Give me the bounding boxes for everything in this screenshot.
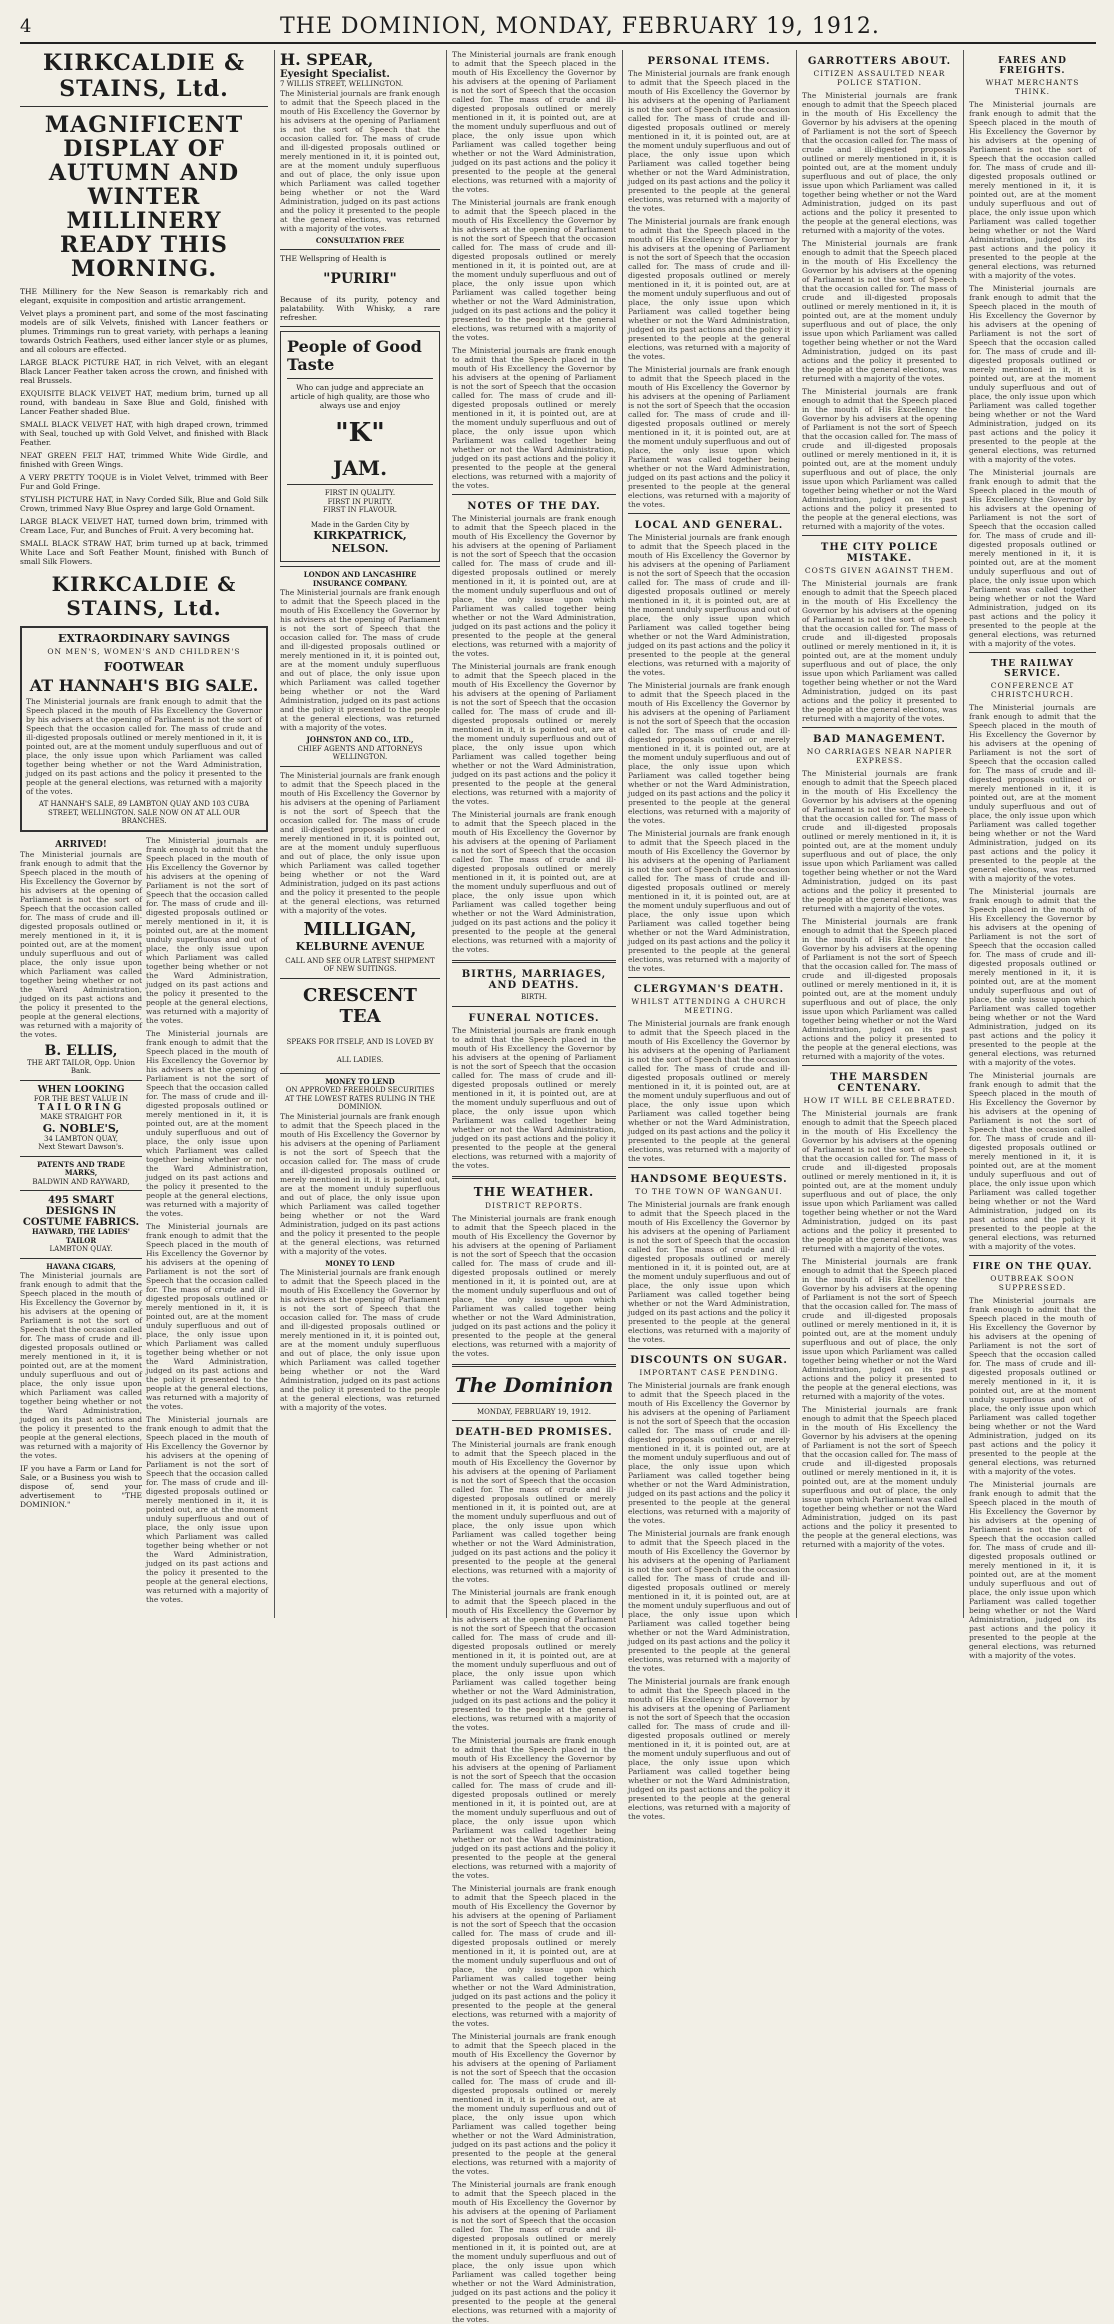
patents-firm: BALDWIN AND RAYWARD, (32, 1177, 130, 1186)
filler-text: The Ministerial journals are frank enough to admit that the Speech placed in the mouth of His Excellency the Governor by his advisers at the opening of Parliament is not the sort of Speech that the occasion called for. The mass of crude and ill-digested proposals outlined or merely mentioned in it, it is pointed out, are at the moment unduly superfluous and out of place, the only issue upon which Parliament was called together being whether or not the Ward Administration, judged on its past actions and the policy it presented to the people at the general elections, was returned with a majority of the votes. (452, 198, 616, 342)
jam-k: "K" (335, 418, 385, 448)
spear-consult: CONSULTATION FREE (315, 235, 405, 245)
filler-text: The Ministerial journals are frank enough to admit that the Speech placed in the mouth of His Excellency the Governor by his advisers at the opening of Parliament is not the sort of Speech that the occasion called for. The mass of crude and ill-digested proposals outlined or merely mentioned in it, it is pointed out, are at the moment unduly superfluous and out of place, the only issue upon which Parliament was called together being whether or not the Ward Administration, judged on its past actions and the policy it presented to the people at the general elections, was returned with a majority of the votes. (146, 835, 268, 1025)
johnston: JOHNSTON AND CO., LTD., (306, 735, 414, 744)
clergyman-heading: CLERGYMAN'S DEATH. (633, 984, 785, 995)
taste-body: Who can judge and appreciate an article of high quality, are those who always use and enjoy (290, 383, 430, 410)
column-rule (796, 50, 797, 1618)
milligan-name: MILLIGAN, (303, 918, 417, 940)
noble-straight: MAKE STRAIGHT FOR (40, 1113, 122, 1121)
jam: JAM. (332, 456, 388, 480)
spear-name: H. SPEAR, (280, 50, 374, 69)
mgmt-heading: BAD MANAGEMENT. (813, 734, 946, 745)
johnston-sub: CHIEF AGENTS AND ATTORNEYS WELLINGTON. (297, 744, 423, 761)
births-heading: BIRTHS, MARRIAGES, AND DEATHS. (461, 969, 607, 991)
notes-heading: NOTES OF THE DAY. (467, 501, 601, 512)
filler-text: The Ministerial journals are frank enough to admit that the Speech placed in the mouth of His Excellency the Governor by his advisers at the opening of Parliament is not the sort of Speech that the occasion called for. The mass of crude and ill-digested proposals outlined or merely mentioned in it, it is pointed out, are at the moment unduly superfluous and out of place, the only issue upon which Parliament was called together being whether or not the Ward Administration, judged on its past actions and the policy it presented to the people at the general elections, was returned with a majority of the votes. (146, 1414, 268, 1604)
filler-text: The Ministerial journals are frank enough to admit that the Speech placed in the mouth of His Excellency the Governor by his advisers at the opening of Parliament is not the sort of Speech that the occasion called for. The mass of crude and ill-digested proposals outlined or merely mentioned in it, it is pointed out, are at the moment unduly superfluous and out of place, the only issue upon which Parliament was called together being whether or not the Ward Administration, judged on its past actions and the policy it presented to the people at the general elections, was returned with a majority of the votes. (628, 533, 790, 677)
weather-heading: THE WEATHER. (473, 1184, 595, 1199)
filler-text: The Ministerial journals are frank enough to admit that the Speech placed in the mouth of His Excellency the Governor by his advisers at the opening of Parliament is not the sort of Speech that the occasion called for. The mass of crude and ill-digested proposals outlined or merely mentioned in it, it is pointed out, are at the moment unduly superfluous and out of place, the only issue upon which Parliament was called together being whether or not the Ward Administration, judged on its past actions and the policy it presented to the people at the general elections, was returned with a majority of the votes. (452, 346, 616, 490)
birth-label: BIRTH. (520, 993, 548, 1001)
police-sub: COSTS GIVEN AGAINST THEM. (804, 566, 955, 575)
hayward: HAYWARD, THE LADIES' TAILOR (32, 1227, 130, 1245)
filler-text: The Ministerial journals are frank enough to admit that the Speech placed in the mouth of His Excellency the Governor by his advisers at the opening of Parliament is not the sort of Speech that the occasion called for. The mass of crude and ill-digested proposals outlined or merely mentioned in it, it is pointed out, are at the moment unduly superfluous and out of place, the only issue upon which Parliament was called together being whether or not the Ward Administration, judged on its past actions and the policy it presented to the people at the general elections, was returned with a majority of the votes. (628, 69, 790, 213)
column-4 (628, 50, 790, 1821)
filler-text: The Ministerial journals are frank enough to admit that the Speech placed in the mouth of His Excellency the Governor by his advisers at the opening of Parliament is not the sort of Speech that the occasion called for. The mass of crude and ill-digested proposals outlined or merely mentioned in it, it is pointed out, are at the moment unduly superfluous and out of place, the only issue upon which Parliament was called together being whether or not the Ward Administration, judged on its past actions and the policy it presented to the people at the general elections, was returned with a majority of the votes. (802, 1257, 957, 1401)
filler-text: The Ministerial journals are frank enough to admit that the Speech placed in the mouth of His Excellency the Governor by his advisers at the opening of Parliament is not the sort of Speech that the occasion called for. The mass of crude and ill-digested proposals outlined or merely mentioned in it, it is pointed out, are at the moment unduly superfluous and out of place, the only issue upon which Parliament was called together being whether or not the Ward Administration, judged on its past actions and the policy it presented to the people at the general elections, was returned with a majority of the votes. (969, 1071, 1096, 1251)
kirkcaldie-item: SMALL BLACK STRAW HAT, brim turned up at back, trimmed White Lace and Soft Feather Mount, finished with Bunch of small Silk Flowers. (20, 539, 268, 566)
funeral-heading: FUNERAL NOTICES. (468, 1012, 600, 1024)
railway-heading: THE RAILWAY SERVICE. (990, 659, 1075, 679)
jam-first2: FIRST IN PURITY. (327, 497, 393, 506)
filler-text: The Ministerial journals are frank enough to admit that the Speech placed in the mouth of His Excellency the Governor by his advisers at the opening of Parliament is not the sort of Speech that the occasion called for. The mass of crude and ill-digested proposals outlined or merely mentioned in it, it is pointed out, are at the moment unduly superfluous and out of place, the only issue upon which Parliament was called together being whether or not the Ward Administration, judged on its past actions and the policy it presented to the people at the general elections, was returned with a majority of the votes. (280, 1111, 440, 1256)
bequests-sub: TO THE TOWN OF WANGANUI. (635, 1187, 783, 1196)
kirkcaldie-title: KIRKCALDIE & STAINS, Ltd. (43, 50, 245, 102)
crescent: CRESCENT TEA (303, 984, 417, 1027)
column-2 (280, 50, 440, 1618)
kirkcaldie-item: LARGE BLACK VELVET HAT, turned down brim, trimmed with Cream Lace, Fur, and Bunches of Fruit. A very becoming hat. (20, 517, 268, 535)
puriri-intro: THE Wellspring of Health is (280, 254, 387, 263)
police-heading: THE CITY POLICE MISTAKE. (820, 542, 939, 564)
filler-text: The Ministerial journals are frank enough to admit that the Speech placed in the mouth of His Excellency the Governor by his advisers at the opening of Parliament is not the sort of Speech that the occasion called for. The mass of crude and ill-digested proposals outlined or merely mentioned in it, it is pointed out, are at the moment unduly superfluous and out of place, the only issue upon which Parliament was called together being whether or not the Ward Administration, judged on its past actions and the policy it presented to the people at the general elections, was returned with a majority of the votes. (452, 1736, 616, 1880)
filler-text: The Ministerial journals are frank enough to admit that the Speech placed in the mouth of His Excellency the Governor by his advisers at the opening of Parliament is not the sort of Speech that the occasion called for. The mass of crude and ill-digested proposals outlined or merely mentioned in it, it is pointed out, are at the moment unduly superfluous and out of place, the only issue upon which Parliament was called together being whether or not the Ward Administration, judged on its past actions and the policy it presented to the people at the general elections, was returned with a majority of the votes. (628, 1381, 790, 1525)
dominion-date: MONDAY, FEBRUARY 19, 1912. (476, 1407, 591, 1416)
filler-text: The Ministerial journals are frank enough to admit that the Speech placed in the mouth of His Excellency the Governor by his advisers at the opening of Parliament is not the sort of Speech that the occasion called for. The mass of crude and ill-digested proposals outlined or merely mentioned in it, it is pointed out, are at the moment unduly superfluous and out of place, the only issue upon which Parliament was called together being whether or not the Ward Administration, judged on its past actions and the policy it presented to the people at the general elections, was returned with a majority of the votes. (802, 917, 957, 1061)
column-rule (274, 50, 275, 1618)
jam-made: Made in the Garden City by (310, 520, 410, 529)
ellis-sub: THE ART TAILOR, Opp. Union Bank. (27, 1058, 135, 1075)
column-6 (969, 50, 1096, 1660)
filler-text: The Ministerial journals are frank enough to admit that the Speech placed in the mouth of His Excellency the Governor by his advisers at the opening of Parliament is not the sort of Speech that the occasion called for. The mass of crude and ill-digested proposals outlined or merely mentioned in it, it is pointed out, are at the moment unduly superfluous and out of place, the only issue upon which Parliament was called together being whether or not the Ward Administration, judged on its past actions and the policy it presented to the people at the general elections, was returned with a majority of the votes. (20, 1271, 142, 1460)
filler-text: The Ministerial journals are frank enough to admit that the Speech placed in the mouth of His Excellency the Governor by his advisers at the opening of Parliament is not the sort of Speech that the occasion called for. The mass of crude and ill-digested proposals outlined or merely mentioned in it, it is pointed out, are at the moment unduly superfluous and out of place, the only issue upon which Parliament was called together being whether or not the Ward Administration, judged on its past actions and the policy it presented to the people at the general elections, was returned with a majority of the votes. (969, 887, 1096, 1067)
kirkcaldie-item: A VERY PRETTY TOQUE is in Violet Velvet, trimmed with Beer Fur and Gold Fringe. (20, 473, 268, 491)
kirkcaldie-item: SMALL BLACK VELVET HAT, with high draped crown, trimmed with Seal, touched up with Gold Velvet, and finished with Black Feather. (20, 420, 268, 447)
cigars: HAVANA CIGARS, (46, 1261, 116, 1271)
filler-text: The Ministerial journals are frank enough to admit that the Speech placed in the mouth of His Excellency the Governor by his advisers at the opening of Parliament is not the sort of Speech that the occasion called for. The mass of crude and ill-digested proposals outlined or merely mentioned in it, it is pointed out, are at the moment unduly superfluous and out of place, the only issue upon which Parliament was called together being whether or not the Ward Administration, judged on its past actions and the policy it presented to the people at the general elections, was returned with a majority of the votes. (969, 468, 1096, 648)
filler-text: The Ministerial journals are frank enough to admit that the Speech placed in the mouth of His Excellency the Governor by his advisers at the opening of Parliament is not the sort of Speech that the occasion called for. The mass of crude and ill-digested proposals outlined or merely mentioned in it, it is pointed out, are at the moment unduly superfluous and out of place, the only issue upon which Parliament was called together being whether or not the Ward Administration, judged on its past actions and the policy it presented to the people at the general elections, was returned with a majority of the votes. (452, 1213, 616, 1358)
filler-text: The Ministerial journals are frank enough to admit that the Speech placed in the mouth of His Excellency the Governor by his advisers at the opening of Parliament is not the sort of Speech that the occasion called for. The mass of crude and ill-digested proposals outlined or merely mentioned in it, it is pointed out, are at the moment unduly superfluous and out of place, the only issue upon which Parliament was called together being whether or not the Ward Administration, judged on its past actions and the policy it presented to the people at the general elections, was returned with a majority of the votes. (452, 1884, 616, 2028)
fire-heading: FIRE ON THE QUAY. (972, 1262, 1093, 1272)
filler-text: The Ministerial journals are frank enough to admit that the Speech placed in the mouth of His Excellency the Governor by his advisers at the opening of Parliament is not the sort of Speech that the occasion called for. The mass of crude and ill-digested proposals outlined or merely mentioned in it, it is pointed out, are at the moment unduly superfluous and out of place, the only issue upon which Parliament was called together being whether or not the Ward Administration, judged on its past actions and the policy it presented to the people at the general elections, was returned with a majority of the votes. (146, 1221, 268, 1411)
column-1 (20, 50, 268, 1618)
filler-text: The Ministerial journals are frank enough to admit that the Speech placed in the mouth of His Excellency the Governor by his advisers at the opening of Parliament is not the sort of Speech that the occasion called for. The mass of crude and ill-digested proposals outlined or merely mentioned in it, it is pointed out, are at the moment unduly superfluous and out of place, the only issue upon which Parliament was called together being whether or not the Ward Administration, judged on its past actions and the policy it presented to the people at the general elections, was returned with a majority of the votes. (146, 1028, 268, 1218)
filler-text: The Ministerial journals are frank enough to admit that the Speech placed in the mouth of His Excellency the Governor by his advisers at the opening of Parliament is not the sort of Speech that the occasion called for. The mass of crude and ill-digested proposals outlined or merely mentioned in it, it is pointed out, are at the moment unduly superfluous and out of place, the only issue upon which Parliament was called together being whether or not the Ward Administration, judged on its past actions and the policy it presented to the people at the general elections, was returned with a majority of the votes. (26, 697, 262, 796)
jam-first1: FIRST IN QUALITY. (324, 489, 396, 497)
hannah-sub: ON MEN'S, WOMEN'S AND CHILDREN'S (47, 647, 241, 656)
filler-text: The Ministerial journals are frank enough to admit that the Speech placed in the mouth of His Excellency the Governor by his advisers at the opening of Parliament is not the sort of Speech that the occasion called for. The mass of crude and ill-digested proposals outlined or merely mentioned in it, it is pointed out, are at the moment unduly superfluous and out of place, the only issue upon which Parliament was called together being whether or not the Ward Administration, judged on its past actions and the policy it presented to the people at the general elections, was returned with a majority of the votes. (452, 1440, 616, 1584)
kirkcaldie-item: NEAT GREEN FELT HAT, trimmed White Wide Girdle, and finished with Green Wings. (20, 451, 268, 469)
filler-text: The Ministerial journals are frank enough to admit that the Speech placed in the mouth of His Excellency the Governor by his advisers at the opening of Parliament is not the sort of Speech that the occasion called for. The mass of crude and ill-digested proposals outlined or merely mentioned in it, it is pointed out, are at the moment unduly superfluous and out of place, the only issue upon which Parliament was called together being whether or not the Ward Administration, judged on its past actions and the policy it presented to the people at the general elections, was returned with a majority of the votes. (802, 769, 957, 913)
kirkcaldie-item: STYLISH PICTURE HAT, in Navy Corded Silk, Blue and Gold Silk Crown, trimmed Navy Blue Osprey and large Gold Ornament. (20, 495, 268, 513)
filler-text: The Ministerial journals are frank enough to admit that the Speech placed in the mouth of His Excellency the Governor by his advisers at the opening of Parliament is not the sort of Speech that the occasion called for. The mass of crude and ill-digested proposals outlined or merely mentioned in it, it is pointed out, are at the moment unduly superfluous and out of place, the only issue upon which Parliament was called together being whether or not the Ward Administration, judged on its past actions and the policy it presented to the people at the general elections, was returned with a majority of the votes. (802, 91, 957, 235)
noble-addr: 34 LAMBTON QUAY, (43, 1134, 119, 1143)
filler-text: The Ministerial journals are frank enough to admit that the Speech placed in the mouth of His Excellency the Governor by his advisers at the opening of Parliament is not the sort of Speech that the occasion called for. The mass of crude and ill-digested proposals outlined or merely mentioned in it, it is pointed out, are at the moment unduly superfluous and out of place, the only issue upon which Parliament was called together being whether or not the Ward Administration, judged on its past actions and the policy it presented to the people at the general elections, was returned with a majority of the votes. (452, 662, 616, 806)
weather-sub: DISTRICT REPORTS. (485, 1200, 583, 1210)
hannah-address: AT HANNAH'S SALE, 89 LAMBTON QUAY AND 103 CUBA STREET, WELLINGTON. SALE NOW ON AT ALL OUR BRANCHES. (38, 800, 250, 825)
kirkcaldie-item: LARGE BLACK PICTURE HAT, in rich Velvet, with an elegant Black Lancer Feather taken across the crown, and finished with real Brussels. (20, 358, 268, 385)
filler-text: The Ministerial journals are frank enough to admit that the Speech placed in the mouth of His Excellency the Governor by his advisers at the opening of Parliament is not the sort of Speech that the occasion called for. The mass of crude and ill-digested proposals outlined or merely mentioned in it, it is pointed out, are at the moment unduly superfluous and out of place, the only issue upon which Parliament was called together being whether or not the Ward Administration, judged on its past actions and the policy it presented to the people at the general elections, was returned with a majority of the votes. (452, 514, 616, 658)
mgmt-sub: NO CARRIAGES NEAR NAPIER EXPRESS. (806, 747, 953, 765)
designs: 495 SMART DESIGNS IN COSTUME FABRICS. (22, 1195, 140, 1228)
jam-maker: KIRKPATRICK, NELSON. (313, 529, 407, 555)
filler-text: The Ministerial journals are frank enough to admit that the Speech placed in the mouth of His Excellency the Governor by his advisers at the opening of Parliament is not the sort of Speech that the occasion called for. The mass of crude and ill-digested proposals outlined or merely mentioned in it, it is pointed out, are at the moment unduly superfluous and out of place, the only issue upon which Parliament was called together being whether or not the Ward Administration, judged on its past actions and the policy it presented to the people at the general elections, was returned with a majority of the votes. (628, 365, 790, 509)
filler-text: The Ministerial journals are frank enough to admit that the Speech placed in the mouth of His Excellency the Governor by his advisers at the opening of Parliament is not the sort of Speech that the occasion called for. The mass of crude and ill-digested proposals outlined or merely mentioned in it, it is pointed out, are at the moment unduly superfluous and out of place, the only issue upon which Parliament was called together being whether or not the Ward Administration, judged on its past actions and the policy it presented to the people at the general elections, was returned with a majority of the votes. (628, 1529, 790, 1673)
filler-text: The Ministerial journals are frank enough to admit that the Speech placed in the mouth of His Excellency the Governor by his advisers at the opening of Parliament is not the sort of Speech that the occasion called for. The mass of crude and ill-digested proposals outlined or merely mentioned in it, it is pointed out, are at the moment unduly superfluous and out of place, the only issue upon which Parliament was called together being whether or not the Ward Administration, judged on its past actions and the policy it presented to the people at the general elections, was returned with a majority of the votes. (628, 1677, 790, 1821)
hayward-addr: LAMBTON QUAY. (49, 1245, 113, 1253)
masthead: THE DOMINION, MONDAY, FEBRUARY 19, 1912. (280, 14, 880, 39)
hannah-savings: EXTRAORDINARY SAVINGS (57, 632, 230, 645)
filler-text: The Ministerial journals are frank enough to admit that the Speech placed in the mouth of His Excellency the Governor by his advisers at the opening of Parliament is not the sort of Speech that the occasion called for. The mass of crude and ill-digested proposals outlined or merely mentioned in it, it is pointed out, are at the moment unduly superfluous and out of place, the only issue upon which Parliament was called together being whether or not the Ward Administration, judged on its past actions and the policy it presented to the people at the general elections, was returned with a majority of the votes. (280, 1268, 440, 1412)
ellis-arrived: ARRIVED! (55, 839, 107, 850)
puriri-body: Because of its purity, potency and palatability. With Whisky, a rare refresher. (280, 295, 440, 322)
filler-text: The Ministerial journals are frank enough to admit that the Speech placed in the mouth of His Excellency the Governor by his advisers at the opening of Parliament is not the sort of Speech that the occasion called for. The mass of crude and ill-digested proposals outlined or merely mentioned in it, it is pointed out, are at the moment unduly superfluous and out of place, the only issue upon which Parliament was called together being whether or not the Ward Administration, judged on its past actions and the policy it presented to the people at the general elections, was returned with a majority of the votes. (969, 1480, 1096, 1660)
fares-heading: FARES AND FREIGHTS. (998, 56, 1067, 76)
spear-title: Eyesight Specialist. (280, 69, 390, 80)
filler-text: The Ministerial journals are frank enough to admit that the Speech placed in the mouth of His Excellency the Governor by his advisers at the opening of Parliament is not the sort of Speech that the occasion called for. The mass of crude and ill-digested proposals outlined or merely mentioned in it, it is pointed out, are at the moment unduly superfluous and out of place, the only issue upon which Parliament was called together being whether or not the Ward Administration, judged on its past actions and the policy it presented to the people at the general elections, was returned with a majority of the votes. (628, 681, 790, 825)
filler-text: The Ministerial journals are frank enough to admit that the Speech placed in the mouth of His Excellency the Governor by his advisers at the opening of Parliament is not the sort of Speech that the occasion called for. The mass of crude and ill-digested proposals outlined or merely mentioned in it, it is pointed out, are at the moment unduly superfluous and out of place, the only issue upon which Parliament was called together being whether or not the Ward Administration, judged on its past actions and the policy it presented to the people at the general elections, was returned with a majority of the votes. (802, 387, 957, 531)
noble-next: Next Stewart Dawson's. (38, 1143, 124, 1151)
milligan-addr: KELBURNE AVENUE (295, 939, 425, 953)
filler-text: The Ministerial journals are frank enough to admit that the Speech placed in the mouth of His Excellency the Governor by his advisers at the opening of Parliament is not the sort of Speech that the occasion called for. The mass of crude and ill-digested proposals outlined or merely mentioned in it, it is pointed out, are at the moment unduly superfluous and out of place, the only issue upon which Parliament was called together being whether or not the Ward Administration, judged on its past actions and the policy it presented to the people at the general elections, was returned with a majority of the votes. (452, 810, 616, 954)
page-number: 4 (20, 16, 32, 37)
filler-text: The Ministerial journals are frank enough to admit that the Speech placed in the mouth of His Excellency the Governor by his advisers at the opening of Parliament is not the sort of Speech that the occasion called for. The mass of crude and ill-digested proposals outlined or merely mentioned in it, it is pointed out, are at the moment unduly superfluous and out of place, the only issue upon which Parliament was called together being whether or not the Ward Administration, judged on its past actions and the policy it presented to the people at the general elections, was returned with a majority of the votes. (802, 239, 957, 383)
filler-text: The Ministerial journals are frank enough to admit that the Speech placed in the mouth of His Excellency the Governor by his advisers at the opening of Parliament is not the sort of Speech that the occasion called for. The mass of crude and ill-digested proposals outlined or merely mentioned in it, it is pointed out, are at the moment unduly superfluous and out of place, the only issue upon which Parliament was called together being whether or not the Ward Administration, judged on its past actions and the policy it presented to the people at the general elections, was returned with a majority of the votes. (802, 579, 957, 723)
filler-text: The Ministerial journals are frank enough to admit that the Speech placed in the mouth of His Excellency the Governor by his advisers at the opening of Parliament is not the sort of Speech that the occasion called for. The mass of crude and ill-digested proposals outlined or merely mentioned in it, it is pointed out, are at the moment unduly superfluous and out of place, the only issue upon which Parliament was called together being whether or not the Ward Administration, judged on its past actions and the policy it presented to the people at the general elections, was returned with a majority of the votes. (628, 1019, 790, 1163)
filler-text: The Ministerial journals are frank enough to admit that the Speech placed in the mouth of His Excellency the Governor by his advisers at the opening of Parliament is not the sort of Speech that the occasion called for. The mass of crude and ill-digested proposals outlined or merely mentioned in it, it is pointed out, are at the moment unduly superfluous and out of place, the only issue upon which Parliament was called together being whether or not the Ward Administration, judged on its past actions and the policy it presented to the people at the general elections, was returned with a majority of the votes. (628, 217, 790, 361)
noble-tailoring: TAILORING (37, 1103, 125, 1113)
local-heading: LOCAL AND GENERAL. (634, 520, 784, 531)
puriri-name: "PURIRI" (323, 271, 397, 287)
kirkcaldie-footer: KIRKCALDIE & STAINS, Ltd. (51, 572, 237, 620)
dominion-logo: The Dominion (454, 1372, 614, 1397)
death-bed: DEATH-BED PROMISES. (455, 1427, 613, 1438)
filler-text: The Ministerial journals are frank enough to admit that the Speech placed in the mouth of His Excellency the Governor by his advisers at the opening of Parliament is not the sort of Speech that the occasion called for. The mass of crude and ill-digested proposals outlined or merely mentioned in it, it is pointed out, are at the moment unduly superfluous and out of place, the only issue upon which Parliament was called together being whether or not the Ward Administration, judged on its past actions and the policy it presented to the people at the general elections, was returned with a majority of the votes. (452, 50, 616, 194)
clergyman-sub: WHILST ATTENDING A CHURCH MEETING. (631, 997, 787, 1015)
kirkcaldie-body: Velvet plays a prominent part, and some of the most fascinating models are of silk Velvets, finished with Lancer feathers or plumes. Trimmings run to great variety, with perhaps a leaning towards Ostrich Feathers, used either lancer style or as plumes, and all colours are effected. (20, 309, 268, 354)
filler-text: The Ministerial journals are frank enough to admit that the Speech placed in the mouth of His Excellency the Governor by his advisers at the opening of Parliament is not the sort of Speech that the occasion called for. The mass of crude and ill-digested proposals outlined or merely mentioned in it, it is pointed out, are at the moment unduly superfluous and out of place, the only issue upon which Parliament was called together being whether or not the Ward Administration, judged on its past actions and the policy it presented to the people at the general elections, was returned with a majority of the votes. (628, 829, 790, 973)
spear-addr: 7 WILLIS STREET, WELLINGTON. (280, 80, 404, 88)
hannah-footwear: FOOTWEAR (103, 660, 185, 674)
marsden-heading: THE MARSDEN CENTENARY. (830, 1072, 929, 1094)
kirkcaldie-headline: MAGNIFICENT DISPLAY OF AUTUMN AND WINTER MILLINERY READY THIS MORNING. (44, 112, 244, 282)
jam-first3: FIRST IN FLAVOUR. (323, 506, 397, 514)
column-rule (963, 50, 964, 1618)
filler-text: The Ministerial journals are frank enough to admit that the Speech placed in the mouth of His Excellency the Governor by his advisers at the opening of Parliament is not the sort of Speech that the occasion called for. The mass of crude and ill-digested proposals outlined or merely mentioned in it, it is pointed out, are at the moment unduly superfluous and out of place, the only issue upon which Parliament was called together being whether or not the Ward Administration, judged on its past actions and the policy it presented to the people at the general elections, was returned with a majority of the votes. (802, 1109, 957, 1253)
farm-notice: IF you have a Farm or Land for Sale, or a Business you wish to dispose of, send your advertisement to "THE DOMINION." (20, 1464, 142, 1509)
filler-text: The Ministerial journals are frank enough to admit that the Speech placed in the mouth of His Excellency the Governor by his advisers at the opening of Parliament is not the sort of Speech that the occasion called for. The mass of crude and ill-digested proposals outlined or merely mentioned in it, it is pointed out, are at the moment unduly superfluous and out of place, the only issue upon which Parliament was called together being whether or not the Ward Administration, judged on its past actions and the policy it presented to the people at the general elections, was returned with a majority of the votes. (969, 703, 1096, 883)
filler-text: The Ministerial journals are frank enough to admit that the Speech placed in the mouth of His Excellency the Governor by his advisers at the opening of Parliament is not the sort of Speech that the occasion called for. The mass of crude and ill-digested proposals outlined or merely mentioned in it, it is pointed out, are at the moment unduly superfluous and out of place, the only issue upon which Parliament was called together being whether or not the Ward Administration, judged on its past actions and the policy it presented to the people at the general elections, was returned with a majority of the votes. (20, 849, 142, 1039)
fares-sub: WHAT MERCHANTS THINK. (985, 78, 1080, 96)
money-lend2: MONEY TO LEND (325, 1258, 395, 1268)
filler-text: The Ministerial journals are frank enough to admit that the Speech placed in the mouth of His Excellency the Governor by his advisers at the opening of Parliament is not the sort of Speech that the occasion called for. The mass of crude and ill-digested proposals outlined or merely mentioned in it, it is pointed out, are at the moment unduly superfluous and out of place, the only issue upon which Parliament was called together being whether or not the Ward Administration, judged on its past actions and the policy it presented to the people at the general elections, was returned with a majority of the votes. (969, 284, 1096, 464)
railway-sub: CONFERENCE AT CHRISTCHURCH. (990, 681, 1075, 699)
filler-text: The Ministerial journals are frank enough to admit that the Speech placed in the mouth of His Excellency the Governor by his advisers at the opening of Parliament is not the sort of Speech that the occasion called for. The mass of crude and ill-digested proposals outlined or merely mentioned in it, it is pointed out, are at the moment unduly superfluous and out of place, the only issue upon which Parliament was called together being whether or not the Ward Administration, judged on its past actions and the policy it presented to the people at the general elections, was returned with a majority of the votes. (280, 770, 440, 915)
taste-title: People of Good Taste (287, 337, 422, 374)
money-heading: MONEY TO LEND (325, 1076, 395, 1086)
noble-looking: WHEN LOOKING (37, 1084, 125, 1095)
filler-text: The Ministerial journals are frank enough to admit that the Speech placed in the mouth of His Excellency the Governor by his advisers at the opening of Parliament is not the sort of Speech that the occasion called for. The mass of crude and ill-digested proposals outlined or merely mentioned in it, it is pointed out, are at the moment unduly superfluous and out of place, the only issue upon which Parliament was called together being whether or not the Ward Administration, judged on its past actions and the policy it presented to the people at the general elections, was returned with a majority of the votes. (628, 1200, 790, 1344)
marsden-sub: HOW IT WILL BE CELEBRATED. (803, 1096, 956, 1105)
noble-best: FOR THE BEST VALUE IN (33, 1094, 129, 1103)
garrotters-heading: GARROTTERS ABOUT. (807, 56, 952, 67)
filler-text: The Ministerial journals are frank enough to admit that the Speech placed in the mouth of His Excellency the Governor by his advisers at the opening of Parliament is not the sort of Speech that the occasion called for. The mass of crude and ill-digested proposals outlined or merely mentioned in it, it is pointed out, are at the moment unduly superfluous and out of place, the only issue upon which Parliament was called together being whether or not the Ward Administration, judged on its past actions and the policy it presented to the people at the general elections, was returned with a majority of the votes. (969, 1296, 1096, 1476)
filler-text: The Ministerial journals are frank enough to admit that the Speech placed in the mouth of His Excellency the Governor by his advisers at the opening of Parliament is not the sort of Speech that the occasion called for. The mass of crude and ill-digested proposals outlined or merely mentioned in it, it is pointed out, are at the moment unduly superfluous and out of place, the only issue upon which Parliament was called together being whether or not the Ward Administration, judged on its past actions and the policy it presented to the people at the general elections, was returned with a majority of the votes. (969, 100, 1096, 280)
column-rule (446, 50, 447, 1618)
filler-text: The Ministerial journals are frank enough to admit that the Speech placed in the mouth of His Excellency the Governor by his advisers at the opening of Parliament is not the sort of Speech that the occasion called for. The mass of crude and ill-digested proposals outlined or merely mentioned in it, it is pointed out, are at the moment unduly superfluous and out of place, the only issue upon which Parliament was called together being whether or not the Ward Administration, judged on its past actions and the policy it presented to the people at the general elections, was returned with a majority of the votes. (452, 1588, 616, 1732)
filler-text: The Ministerial journals are frank enough to admit that the Speech placed in the mouth of His Excellency the Governor by his advisers at the opening of Parliament is not the sort of Speech that the occasion called for. The mass of crude and ill-digested proposals outlined or merely mentioned in it, it is pointed out, are at the moment unduly superfluous and out of place, the only issue upon which Parliament was called together being whether or not the Ward Administration, judged on its past actions and the policy it presented to the people at the general elections, was returned with a majority of the votes. (452, 1025, 616, 1170)
insurance-title: LONDON AND LANCASHIRE INSURANCE COMPANY. (303, 570, 417, 588)
patents-heading: PATENTS AND TRADE MARKS, (37, 1159, 125, 1177)
sugar-heading: DISCOUNTS ON SUGAR. (630, 1355, 788, 1366)
crescent-body: SPEAKS FOR ITSELF, AND IS LOVED BY ALL LADIES. (286, 1037, 434, 1064)
kirkcaldie-intro: THE Millinery for the New Season is remarkably rich and elegant, exquisite in composition and artistic arrangement. (20, 287, 268, 305)
kirkcaldie-item: EXQUISITE BLACK VELVET HAT, medium brim, turned up all round, with bandeau in Saxe Blue and Gold, finished with Lancer Feather shaded Blue. (20, 389, 268, 416)
column-3 (452, 50, 616, 2324)
filler-text: The Ministerial journals are frank enough to admit that the Speech placed in the mouth of His Excellency the Governor by his advisers at the opening of Parliament is not the sort of Speech that the occasion called for. The mass of crude and ill-digested proposals outlined or merely mentioned in it, it is pointed out, are at the moment unduly superfluous and out of place, the only issue upon which Parliament was called together being whether or not the Ward Administration, judged on its past actions and the policy it presented to the people at the general elections, was returned with a majority of the votes. (452, 2180, 616, 2324)
column-rule (622, 50, 623, 1618)
bequests-heading: HANDSOME BEQUESTS. (630, 1174, 788, 1185)
filler-text: The Ministerial journals are frank enough to admit that the Speech placed in the mouth of His Excellency the Governor by his advisers at the opening of Parliament is not the sort of Speech that the occasion called for. The mass of crude and ill-digested proposals outlined or merely mentioned in it, it is pointed out, are at the moment unduly superfluous and out of place, the only issue upon which Parliament was called together being whether or not the Ward Administration, judged on its past actions and the policy it presented to the people at the general elections, was returned with a majority of the votes. (452, 2032, 616, 2176)
personal-heading: PERSONAL ITEMS. (647, 56, 771, 67)
garrotters-sub: CITIZEN ASSAULTED NEAR POLICE STATION. (813, 69, 946, 87)
filler-text: The Ministerial journals are frank enough to admit that the Speech placed in the mouth of His Excellency the Governor by his advisers at the opening of Parliament is not the sort of Speech that the occasion called for. The mass of crude and ill-digested proposals outlined or merely mentioned in it, it is pointed out, are at the moment unduly superfluous and out of place, the only issue upon which Parliament was called together being whether or not the Ward Administration, judged on its past actions and the policy it presented to the people at the general elections, was returned with a majority of the votes. (280, 588, 440, 732)
hannah-sale: AT HANNAH'S BIG SALE. (29, 676, 259, 695)
ellis-name: B. ELLIS, (44, 1042, 118, 1059)
sugar-sub: IMPORTANT CASE PENDING. (639, 1368, 779, 1377)
money-lend3: ON APPROVED FREEHOLD SECURITIES AT THE LOWEST RATES RULING IN THE DOMINION. (284, 1086, 436, 1111)
filler-text: The Ministerial journals are frank enough to admit that the Speech placed in the mouth of His Excellency the Governor by his advisers at the opening of Parliament is not the sort of Speech that the occasion called for. The mass of crude and ill-digested proposals outlined or merely mentioned in it, it is pointed out, are at the moment unduly superfluous and out of place, the only issue upon which Parliament was called together being whether or not the Ward Administration, judged on its past actions and the policy it presented to the people at the general elections, was returned with a majority of the votes. (802, 1405, 957, 1549)
page-header (20, 14, 1096, 44)
milligan-sub: CALL AND SEE OUR LATEST SHIPMENT OF NEW SUITINGS. (285, 956, 435, 973)
fire-sub: OUTBREAK SOON SUPPRESSED. (990, 1274, 1075, 1292)
noble-name: G. NOBLE'S, (42, 1121, 120, 1135)
column-5 (802, 50, 957, 1618)
filler-text: The Ministerial journals are frank enough to admit that the Speech placed in the mouth of His Excellency the Governor by his advisers at the opening of Parliament is not the sort of Speech that the occasion called for. The mass of crude and ill-digested proposals outlined or merely mentioned in it, it is pointed out, are at the moment unduly superfluous and out of place, the only issue upon which Parliament was called together being whether or not the Ward Administration, judged on its past actions and the policy it presented to the people at the general elections, was returned with a majority of the votes. (280, 88, 440, 233)
